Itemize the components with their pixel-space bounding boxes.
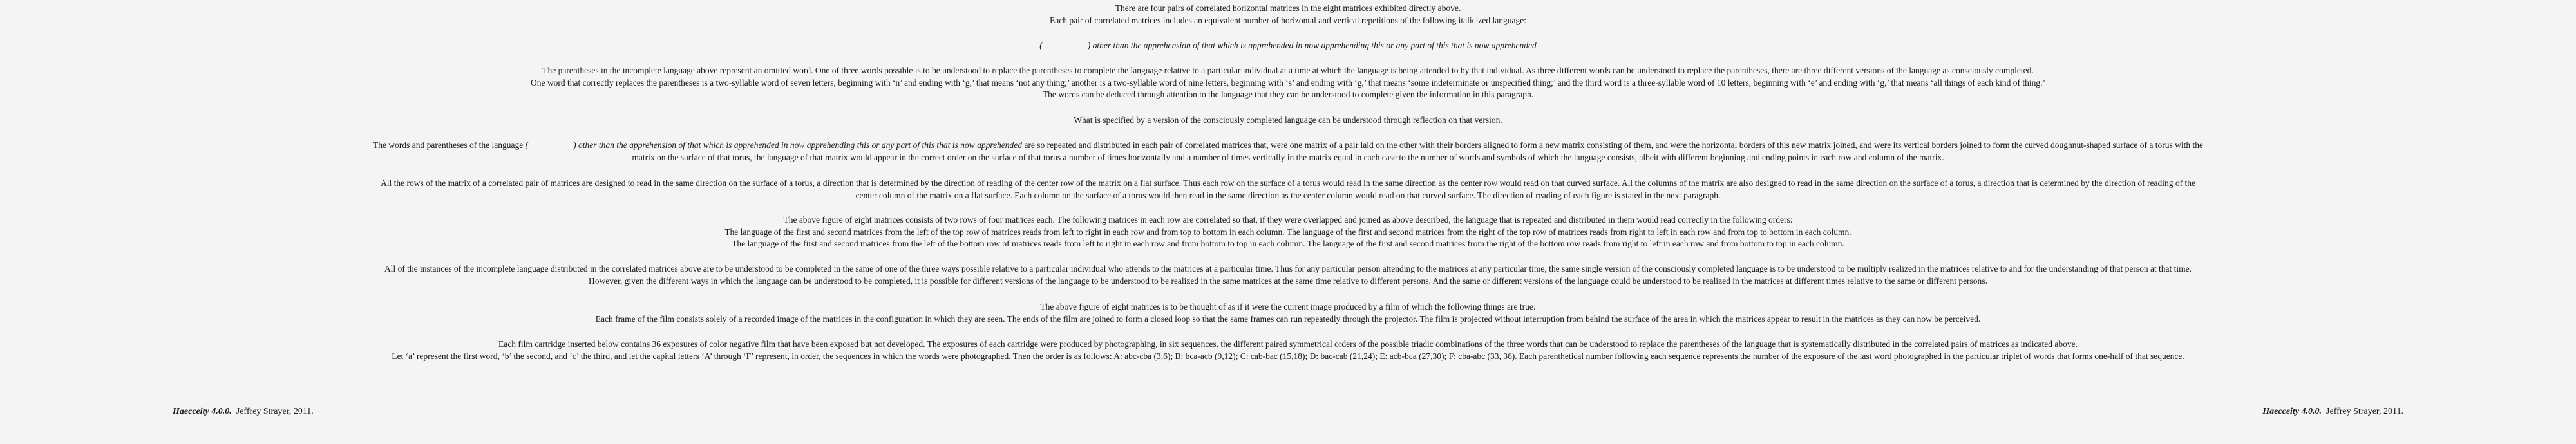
language-text: ) other than the apprehension of that which is apprehended in now apprehending this or any part of this that is now apprehended xyxy=(1087,41,1537,50)
torus-rest: are so repeated and distributed in each pair of correlated matrices that, were one matrix of a pair laid on the other with their borders aligned to form a new matrix consisting of them, and were the horizontal borders of this new matrix joined, and were its vertical borders joined to form the curved doughnut-shaped surface of a torus with the xyxy=(1024,140,2203,150)
figure-paragraph xyxy=(161,214,2415,250)
film-line-2: Each frame of the film consists solely of a recorded image of the matrices in the configuration in which they are seen. The ends of the film are joined to form a closed loop so that the same frames can run repeatedly through the projector. The film is projected without interruption from behind the surface of the area in which the matrices appear to result in the matrices as they can now be perceived. xyxy=(595,313,1981,324)
footer-right xyxy=(2262,407,2403,417)
film-line-1: The above figure of eight matrices is to be thought of as if it were the current image produced by a film of which the following things are true: xyxy=(1040,302,1536,311)
torus-line-1 xyxy=(161,140,2415,152)
intro-line-1: There are four pairs of correlated horizontal matrices in the eight matrices exhibited directly above. xyxy=(1115,3,1461,13)
parentheses-line-2: One word that correctly replaces the parentheses is a two-syllable word of seven letters, beginning with ‘n’ and ending with ‘g,’ that means ‘not any thing;’ another is a two-syllable word of nine letters, beginning with ‘s’ and ending with ‘g,’ that means ‘some indeterminate or unspecified thing;’ and the third word is a three-syllable word of 10 letters, beginning with ‘e’ and ending with ‘g,’ that means ‘all things of each kind of thing.’ xyxy=(531,77,2045,88)
footer-left-title: Haecceity 4.0.0. xyxy=(173,407,232,416)
italic-language-line xyxy=(161,40,2415,52)
film-paragraph xyxy=(161,301,2415,325)
footer-right-credit: Jeffrey Strayer, 2011. xyxy=(2326,407,2403,416)
instances-paragraph xyxy=(161,263,2415,287)
instances-line-1: All of the instances of the incomplete language distributed in the correlated matrices above are to be understood to be completed in the same of one of the three ways possible relative to a particular individual who attends to the matrices at a particular time. Thus for any particular person attending to the matrices at any particular time, the same single version of the consciously completed language is to be understood to be multiply realized in the matrices relative to and for the understanding of that person at that time. xyxy=(384,264,2192,273)
intro-paragraph xyxy=(161,3,2415,26)
rows-paragraph xyxy=(161,178,2415,201)
torus-open-paren: ( xyxy=(525,140,529,150)
cartridge-line-1: Each film cartridge inserted below contains 36 exposures of color negative film that have been exposed but not developed. The exposures of each cartridge were produced by photographing, in six sequences, the different paired symmetrical orders of the possible triadic combinations of the three words that can be understood to replace the parentheses of the language that is systematically distributed in the correlated pairs of matrices as indicated above. xyxy=(498,339,2078,349)
figure-line-3: The language of the first and second matrices from the left of the bottom row of matrices reads from left to right in each row and from bottom to top in each column. The language of the first and second matrices from the right of the bottom row reads from right to left in each row and from bottom to top in each column. xyxy=(732,239,1844,248)
cartridge-line-2: Let ‘a’ represent the first word, ‘b’ the second, and ‘c’ the third, and let the capital letters ‘A’ through ‘F’ represent, in order, the sequences in which the words were photographed. Then the order is as follows: A: abc-cba (3,6); B: bca-acb (9,12); C: cab-bac (15,18); D: bac-cab (21,24); E: acb-bca (27,30); F: cba-abc (33, 36). Each parenthetical number following each sequence represents the number of the exposure of the last word photographed in the particular triplet of words that forms one-half of that sequence. xyxy=(392,351,2184,361)
footer-left xyxy=(173,407,314,417)
parentheses-line-1: The parentheses in the incomplete language above represent an omitted word. One of three words possible is to be understood to replace the parentheses to complete the language relative to a particular individual at a time at which the language is being attended to by that individual. As three different words can be understood to replace the parentheses, there are three different versions of the language as consciously completed. xyxy=(542,66,2034,75)
torus-italic-language: ) other than the apprehension of that which is apprehended in now apprehending this or any part of this that is now apprehended xyxy=(573,140,1023,150)
figure-line-1: The above figure of eight matrices consists of two rows of four matrices each. The following matrices in each row are correlated so that, if they were overlapped and joined as above described, the language that is repeated and distributed in them would read correctly in the following orders: xyxy=(783,215,1793,225)
parentheses-line-3: The words can be deduced through attention to the language that they can be understood to complete given the information in this paragraph. xyxy=(1042,89,1534,99)
rows-line-2: center column of the matrix on a flat surface. Each column on the surface of a torus would then read in the same direction as the center column would read on that curved surface. The direction of reading of each figure is stated in the next paragraph. xyxy=(855,190,1721,200)
torus-lead: The words and parentheses of the language xyxy=(373,140,524,150)
instances-line-2: However, given the different ways in which the language can be understood to be completed, it is possible for different versions of the language to be understood to be realized in the same matrices at the same time relative to different persons. And the same or different versions of the language could be understood to be realized in the matrices at different times relative to the same or different persons. xyxy=(589,275,1987,286)
torus-line-2: matrix on the surface of that torus, the language of that matrix would appear in the correct order on the surface of that torus a number of times horizontally and a number of times vertically in the matrix equal in each case to the number of words and symbols of which the language consists, albeit with different beginning and ending points in each row and column of the matrix. xyxy=(632,152,1944,162)
footer-left-credit: Jeffrey Strayer, 2011. xyxy=(236,407,314,416)
figure-line-2: The language of the first and second matrices from the left of the top row of matrices reads from left to right in each row and from top to bottom in each column. The language of the first and second matrices from the right of the top row of matrices reads from right to left in each row and from top to bottom in each column. xyxy=(724,227,1852,237)
parentheses-paragraph xyxy=(161,65,2415,101)
torus-paragraph xyxy=(161,140,2415,163)
cartridge-paragraph xyxy=(161,338,2415,362)
intro-line-2: Each pair of correlated matrices includes an equivalent number of horizontal and vertical repetitions of the following italicized language: xyxy=(1050,15,1526,25)
reflection-paragraph xyxy=(161,115,2415,127)
reflection-line: What is specified by a version of the consciously completed language can be understood through reflection on that version. xyxy=(1074,115,1502,125)
language-open-paren: ( xyxy=(1039,41,1043,50)
footer-right-title: Haecceity 4.0.0. xyxy=(2262,407,2322,416)
rows-line-1: All the rows of the matrix of a correlated pair of matrices are designed to read in the same direction on the surface of a torus, a direction that is determined by the direction of reading of the center row of the matrix on a flat surface. Thus each row on the surface of a torus would read in the same direction as the center row would read on that curved surface. All the columns of the matrix are also designed to read in the same direction on the surface of a torus, a direction that is determined by the direction of reading of the xyxy=(381,178,2195,188)
